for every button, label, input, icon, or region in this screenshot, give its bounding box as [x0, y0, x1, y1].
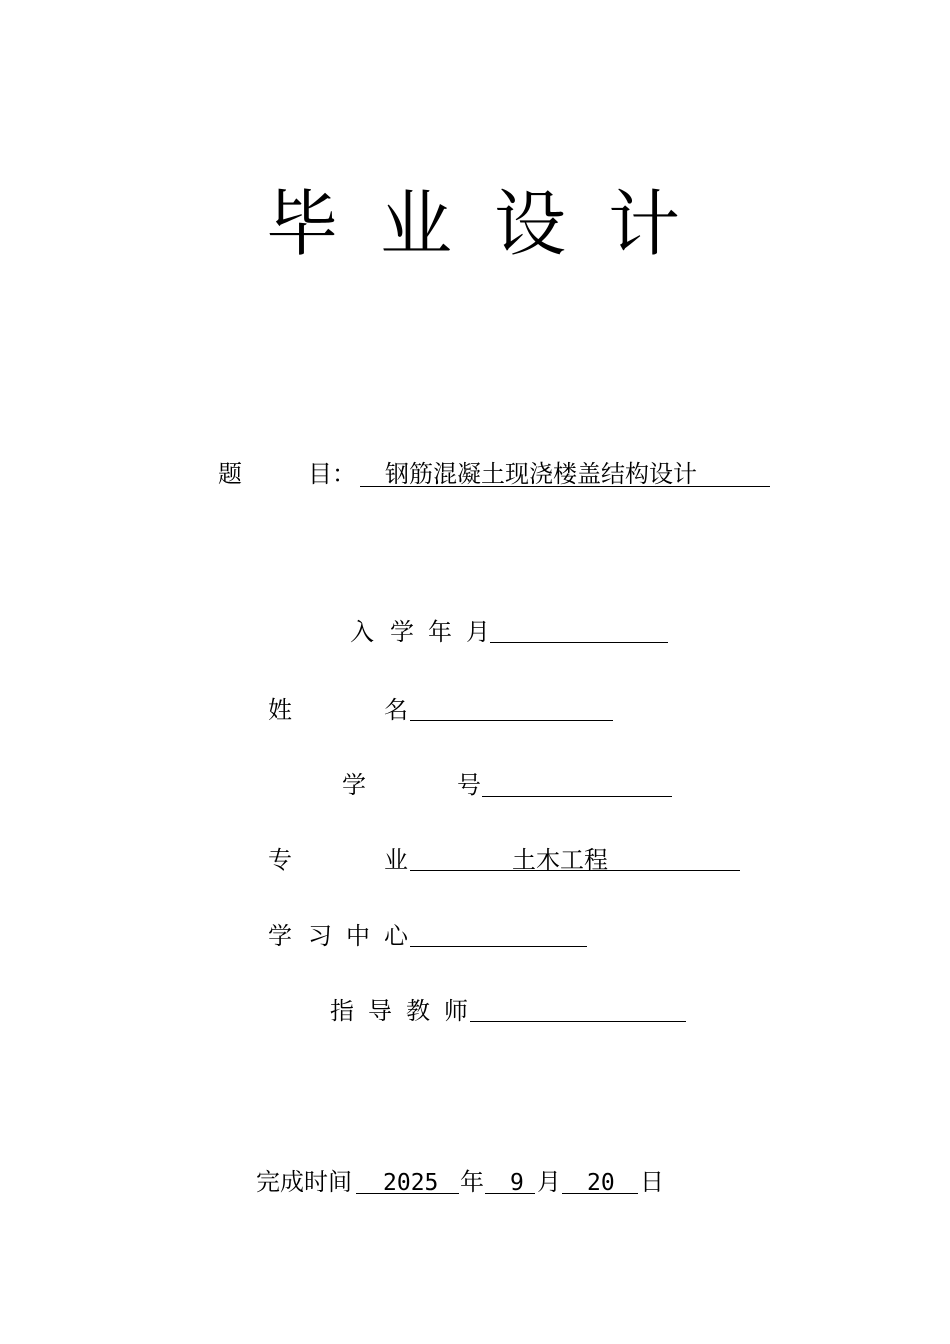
completion-year-unit: 年 — [460, 1168, 484, 1196]
completion-day: 20 — [587, 1170, 615, 1196]
advisor-label-char: 师 — [444, 997, 468, 1025]
name-label-char: 名 — [384, 696, 408, 724]
study-center-label-char: 中 — [346, 922, 370, 950]
topic-label-char: 题 — [218, 460, 242, 488]
major-value: 土木工程 — [512, 846, 608, 874]
completion-year: 2025 — [383, 1170, 439, 1196]
advisor-label-char: 教 — [406, 997, 430, 1025]
study-center-label-char: 习 — [308, 922, 332, 950]
study-center-label-char: 学 — [268, 922, 292, 950]
completion-day-unit: 日 — [640, 1168, 664, 1196]
title-char: 设 — [494, 182, 567, 266]
topic-label-char: 目： — [308, 460, 356, 488]
student-id-label-char: 号 — [457, 771, 481, 799]
student-id-label-char: 学 — [342, 771, 366, 799]
advisor-label-char: 导 — [368, 997, 392, 1025]
completion-label: 完成时间 — [256, 1168, 352, 1196]
enroll-label-char: 学 — [390, 618, 414, 646]
completion-month-unit: 月 — [537, 1168, 561, 1196]
enroll-label-char: 月 — [466, 618, 490, 646]
title-char: 业 — [380, 182, 453, 266]
enroll-label-char: 年 — [428, 618, 452, 646]
advisor-field[interactable] — [470, 1021, 686, 1022]
major-label-char: 专 — [268, 846, 292, 874]
completion-month: 9 — [510, 1170, 524, 1196]
study-center-field[interactable] — [410, 946, 587, 947]
name-field[interactable] — [410, 720, 613, 721]
enroll-date-field[interactable] — [490, 642, 668, 643]
title-char: 毕 — [266, 182, 339, 266]
study-center-label-char: 心 — [384, 922, 408, 950]
advisor-label-char: 指 — [330, 997, 354, 1025]
topic-value[interactable]: 钢筋混凝土现浇楼盖结构设计 — [385, 460, 697, 488]
student-id-field[interactable] — [482, 796, 672, 797]
title-char: 计 — [608, 182, 681, 266]
major-label-char: 业 — [384, 846, 408, 874]
enroll-label-char: 入 — [350, 618, 374, 646]
name-label-char: 姓 — [268, 696, 292, 724]
